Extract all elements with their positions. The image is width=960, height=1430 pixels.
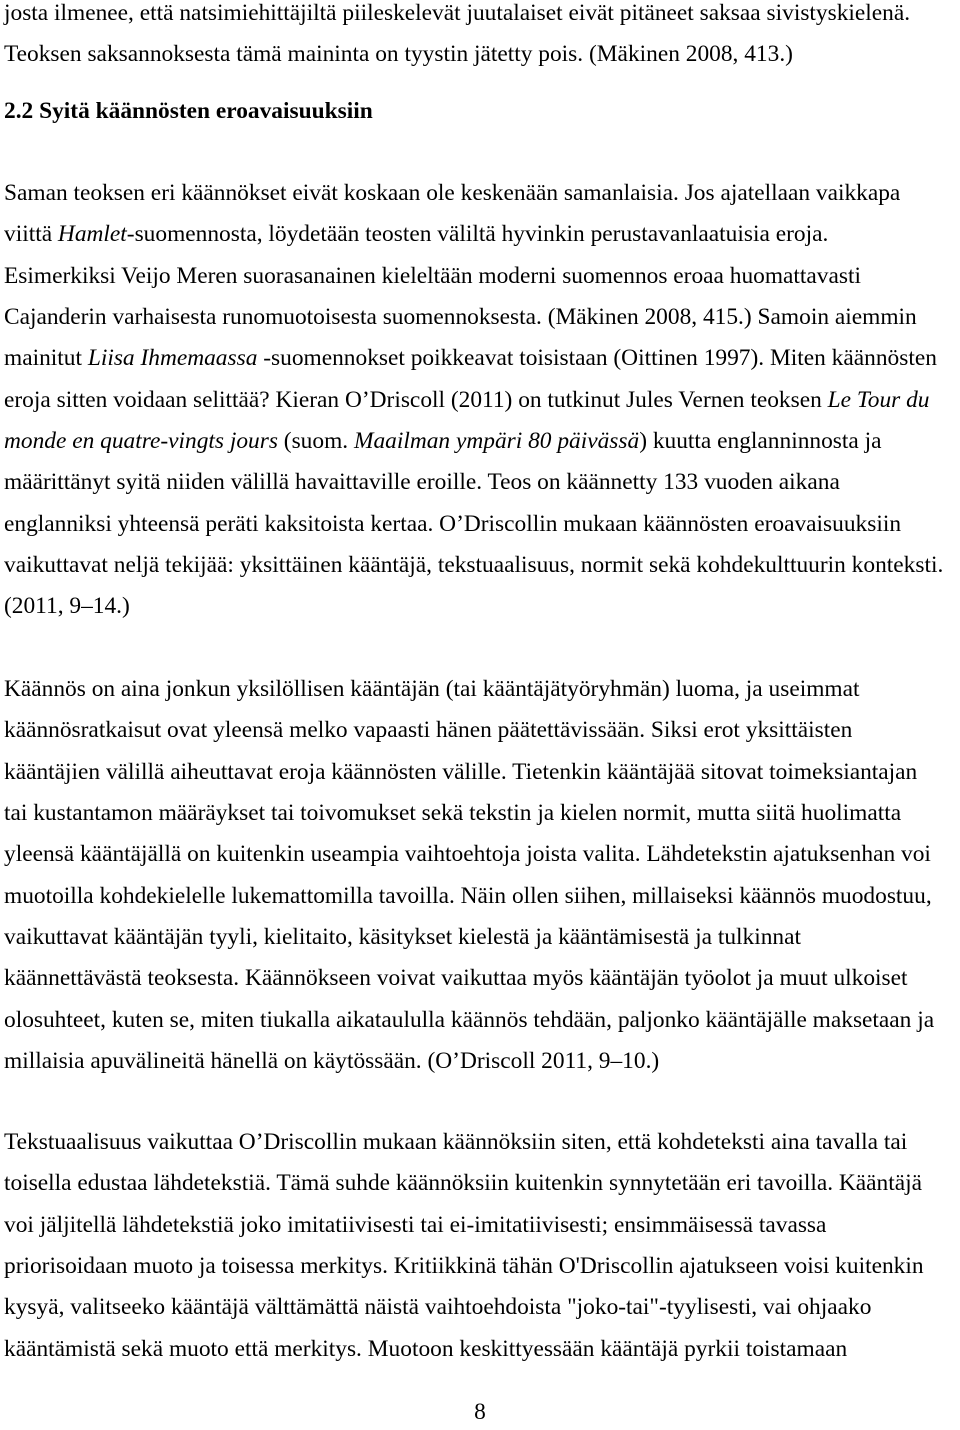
text-segment: mainitut (4, 345, 88, 372)
text-line: Esimerkiksi Veijo Meren suorasanainen kieleltään moderni suomennos eroaa huomattavasti (4, 262, 861, 289)
text-line: Teoksen saksannoksesta tämä maininta on tyystin jätetty pois. (Mäkinen 2008, 413.) (4, 41, 793, 68)
text-line: (2011, 9–14.) (4, 593, 130, 620)
text-line: josta ilmenee, että natsimiehittäjiltä piileskelevät juutalaiset eivät pitäneet saksaa sivistyskielenä. (4, 0, 911, 26)
text-line: yleensä kääntäjällä on kuitenkin useampia vaihtoehtoja joista valita. Lähdetekstin ajatuksenhan voi (4, 841, 931, 868)
text-line: tai kustantamon määräykset tai toivomukset sekä tekstin ja kielen normit, mutta siitä huolimatta (4, 800, 902, 827)
text-segment: -suomennosta, löydetään teosten väliltä hyvinkin perustavanlaatuisia eroja. (126, 221, 829, 248)
text-line: millaisia apuvälineitä hänellä on käytössään. (O’Driscoll 2011, 9–10.) (4, 1048, 660, 1075)
text-line: kääntämistä sekä muoto että merkitys. Muotoon keskittyessään kääntäjä pyrkii toistamaan (4, 1335, 848, 1362)
text-line: vaikuttavat neljä tekijää: yksittäinen kääntäjä, tekstuaalisuus, normit sekä kohdekulttuurin konteksti. (4, 552, 944, 579)
page-number: 8 (474, 1399, 486, 1425)
text-line: vaikuttavat kääntäjän tyyli, kielitaito, käsitykset kielestä ja kääntämisestä ja tulkinnat (4, 924, 801, 951)
text-segment: ) kuutta englanninnosta ja (639, 428, 882, 455)
section-heading-text: 2.2 Syitä käännösten eroavaisuuksiin (4, 98, 373, 124)
paragraph (4, 669, 958, 1082)
text-line (4, 338, 958, 379)
text-line: Cajanderin varhaisesta runomuotoisesta suomennoksesta. (Mäkinen 2008, 415.) Samoin aiemmin (4, 304, 917, 331)
text-line: Saman teoksen eri käännökset eivät koskaan ole keskenään samanlaisia. Jos ajatellaan vaikkapa (4, 180, 901, 206)
carryover-paragraph (4, 0, 958, 76)
text-line: kysyä, valitseeko kääntäjä välttämättä näistä vaihtoehdoista "joko-tai"-tyylisesti, vai ohjaako (4, 1294, 872, 1321)
section-heading (4, 91, 958, 132)
text-line: Tekstuaalisuus vaikuttaa O’Driscollin mukaan käännöksiin siten, että kohdeteksti aina tavalla tai (4, 1129, 908, 1155)
text-line: muotoilla kohdekielelle lukemattomilla tavoilla. Näin ollen siihen, millaiseksi käännös muodostuu, (4, 882, 932, 909)
text-segment: -suomennokset poikkeavat toisistaan (Oittinen 1997). Miten käännösten (257, 345, 937, 372)
text-line: toisella edustaa lähdetekstiä. Tämä suhde käännöksiin kuitenkin synnytetään eri tavoilla. Kääntäjä (4, 1170, 923, 1197)
italic-title: Hamlet (57, 221, 127, 248)
paragraph (4, 173, 958, 628)
italic-title: Liisa Ihmemaassa (87, 345, 258, 372)
text-segment: eroja sitten voidaan selittää? Kieran O’Driscoll (2011) on tutkinut Jules Vernen teoksen (4, 386, 828, 413)
text-line: määrittänyt syitä niiden välillä havaittaville eroille. Teos on käännetty 133 vuoden aikana (4, 469, 840, 496)
text-segment: viittä (4, 221, 58, 248)
text-line: priorisoidaan muoto ja toisessa merkitys. Kritiikkinä tähän O'Driscollin ajatukseen voisi kuitenkin (4, 1253, 924, 1280)
italic-title: Maailman ympäri 80 päivässä (353, 428, 640, 455)
text-line: käännettävästä teoksesta. Käännökseen voivat vaikuttaa myös kääntäjän työolot ja muut ulkoiset (4, 965, 908, 992)
text-line (4, 214, 958, 255)
text-line: englanniksi yhteensä peräti kaksitoista kertaa. O’Driscollin mukaan käännösten eroavaisuuksiin (4, 510, 902, 537)
text-line: kääntäjien välillä aiheuttavat eroja käännösten välille. Tietenkin kääntäjää sitovat toimeksiantajan (4, 758, 918, 785)
text-segment: (suom. (277, 428, 354, 455)
text-line: voi jäljitellä lähdetekstiä joko imitatiivisesti tai ei-imitatiivisesti; ensimmäisessä tavassa (4, 1211, 827, 1238)
text-line (4, 380, 958, 421)
text-line: olosuhteet, kuten se, miten tiukalla aikataululla käännös tehdään, paljonko kääntäjälle maksetaan ja (4, 1006, 935, 1033)
text-line (4, 421, 958, 462)
paragraph (4, 1122, 958, 1370)
italic-title: monde en quatre-vingts jours (4, 428, 278, 455)
text-line: Käännös on aina jonkun yksilöllisen kääntäjän (tai kääntäjätyöryhmän) luoma, ja useimmat (4, 676, 860, 702)
italic-title: Le Tour du (827, 386, 930, 413)
text-line: käännösratkaisut ovat yleensä melko vapaasti hänen päätettävissään. Siksi erot yksittäisten (4, 717, 853, 744)
